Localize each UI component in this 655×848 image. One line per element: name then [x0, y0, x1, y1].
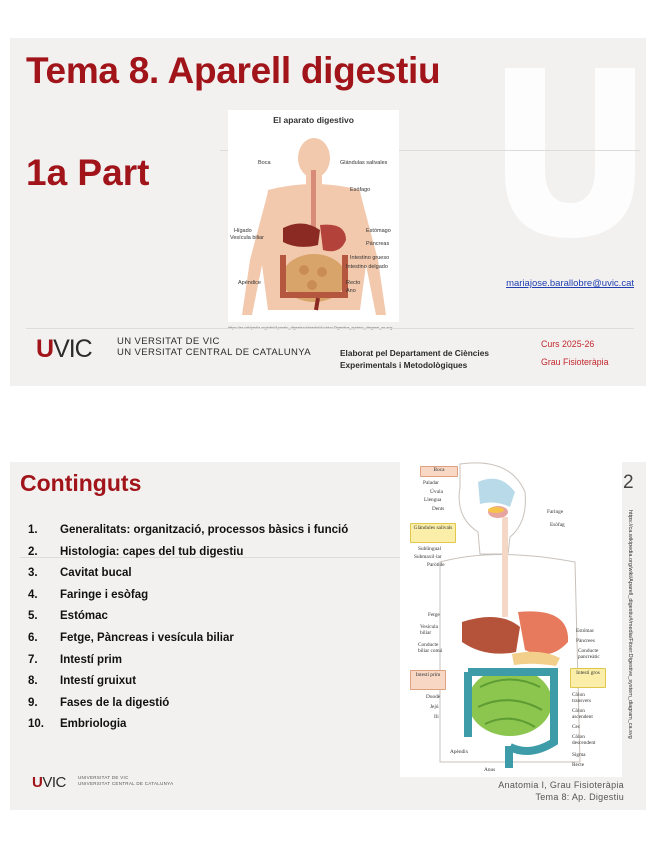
contents-item-text: Fetge, Pàncreas i vesícula biliar: [60, 631, 234, 644]
label-cec: Cec: [572, 724, 581, 730]
label-uvula: Úvula: [430, 489, 443, 495]
page-number: 2: [623, 472, 634, 493]
slide-title: Tema 8. Aparell digestiu: [26, 50, 441, 91]
label-apendice: Apéndice: [238, 280, 261, 286]
uvic-logo: UVIC: [32, 774, 66, 791]
contents-item-text: Cavitat bucal: [60, 567, 132, 580]
contents-item-number: 5.: [28, 610, 38, 623]
contents-item: [28, 589, 348, 611]
footer-divider: [26, 328, 634, 329]
label-recto: Recto: [346, 280, 361, 286]
label-sigma: Sigma: [572, 752, 586, 758]
label-colon-transvers: Còlon transvers: [572, 692, 592, 704]
label-paladar: Paladar: [423, 480, 439, 486]
label-esofago: Esófago: [350, 187, 371, 193]
contents-item-number: 2.: [28, 545, 38, 558]
digestive-system-diagram: [400, 462, 622, 777]
course-info: Curs 2025-26 Grau Fisioteràpia: [541, 339, 609, 367]
box-boca: Boca: [420, 466, 458, 477]
label-pancrees: Pàncrees: [576, 638, 595, 644]
label-conducte-biliar: Conducte biliar comú: [418, 642, 443, 654]
university-name: UNIVERSITAT DE VIC UNIVERSITAT CENTRAL DE CATALUNYA: [78, 775, 174, 786]
contents-item-text: Faringe i esòfag: [60, 588, 149, 601]
label-anus: Anus: [484, 767, 496, 773]
contents-item-text: Intestí gruixut: [60, 675, 137, 688]
title-slide: [10, 38, 646, 386]
contents-item-text: Histologia: capes del tub digestiu: [60, 545, 244, 558]
contents-item: [28, 697, 348, 719]
contents-item-number: 8.: [28, 675, 38, 688]
uvic-logo: UVIC: [36, 335, 92, 363]
box-glandules: Glàndules salivals: [410, 523, 456, 543]
label-faringe: Faringe: [547, 509, 564, 515]
label-estomago: Estómago: [366, 228, 391, 234]
label-duode: Duodè: [426, 694, 441, 700]
contents-item-text: Embriologia: [60, 718, 127, 731]
contents-item: [28, 546, 348, 568]
label-dents: Dents: [432, 506, 445, 512]
label-colon-ascendent: Còlon ascendent: [572, 708, 593, 720]
label-fetge: Fetge: [428, 612, 440, 618]
contents-item-text: Estómac: [60, 610, 108, 623]
label-conducte-pancreatic: Conducte pancreàtic: [578, 648, 600, 660]
label-esofag: Esòfag: [550, 522, 565, 528]
university-name: UN VERSITAT DE VIC UN VERSITAT CENTRAL DE CATALUNYA: [117, 336, 312, 358]
contents-item-number: 1.: [28, 524, 38, 536]
slide-subtitle: 1a Part: [26, 152, 150, 193]
label-pancreas: Páncreas: [366, 241, 390, 247]
contents-item-number: 9.: [28, 696, 38, 709]
digestive-body-illustration: [228, 110, 399, 322]
contents-item-text: Generalitats: organització, processos bàsics i funció: [60, 524, 349, 536]
contents-item: [28, 632, 348, 654]
label-jeju: Jejú: [430, 704, 439, 710]
figure-title: El aparato digestivo: [273, 115, 354, 125]
course-footer: Anatomia I, Grau Fisioteràpia Tema 8: Ap. Digestiu: [498, 780, 624, 802]
contents-slide: [10, 462, 646, 810]
label-vesicula: Vesícula biliar: [230, 235, 264, 241]
label-higado: Hígado: [234, 228, 252, 234]
label-apendix: Apèndix: [450, 749, 469, 755]
email-link[interactable]: mariajose.barallobre@uvic.cat: [506, 278, 634, 289]
contents-item-text: Intestí prim: [60, 653, 122, 666]
label-glandulas: Glándulas salivales: [340, 160, 388, 166]
label-colon-descendent: Còlon descendent: [572, 734, 596, 746]
label-intestino-grueso: Intestino grueso: [350, 255, 390, 261]
label-ili: Ili: [434, 714, 439, 720]
digestive-system-figure: [228, 110, 399, 322]
box-intesti-prim: Intestí prim: [410, 670, 446, 690]
contents-item-number: 4.: [28, 588, 38, 601]
label-parotide: Paròtide: [427, 562, 445, 568]
contents-item: [28, 610, 348, 632]
contents-item: [28, 524, 348, 546]
label-boca: Boca: [258, 160, 271, 166]
contents-item: [28, 675, 348, 697]
contents-list: [28, 524, 348, 740]
contents-item: [28, 567, 348, 589]
contents-item-number: 7.: [28, 653, 38, 666]
contents-item-number: 3.: [28, 567, 38, 580]
label-intestino-delgado: Intestino delgado: [346, 264, 388, 270]
department-credit: Elaborat pel Departament de Ciències Experimentals i Metodològiques: [340, 348, 489, 370]
figure-source-url: https://ca.wikipedia.org/wiki/Aparell_digestiu#/media/Fitxer:Digestive_system_diagram_ca.svg: [627, 510, 633, 739]
contents-item-text: Fases de la digestió: [60, 696, 170, 709]
label-llengua: Llengua: [424, 497, 442, 503]
contents-item: [28, 654, 348, 676]
contents-item-number: 10.: [28, 718, 44, 731]
label-vesicula: Vesícula biliar: [420, 624, 438, 636]
label-submaxillar: Submaxil·lar: [414, 554, 442, 560]
label-recte: Recte: [572, 762, 585, 768]
label-ano: Ano: [346, 288, 356, 294]
box-intesti-gros: Intestí gros: [570, 668, 606, 688]
contents-item: [28, 718, 348, 740]
slide-title: Continguts: [20, 470, 142, 496]
label-estomac: Estómac: [576, 628, 595, 634]
contents-item-number: 6.: [28, 631, 38, 644]
label-sublingual: Sublingual: [418, 546, 441, 552]
